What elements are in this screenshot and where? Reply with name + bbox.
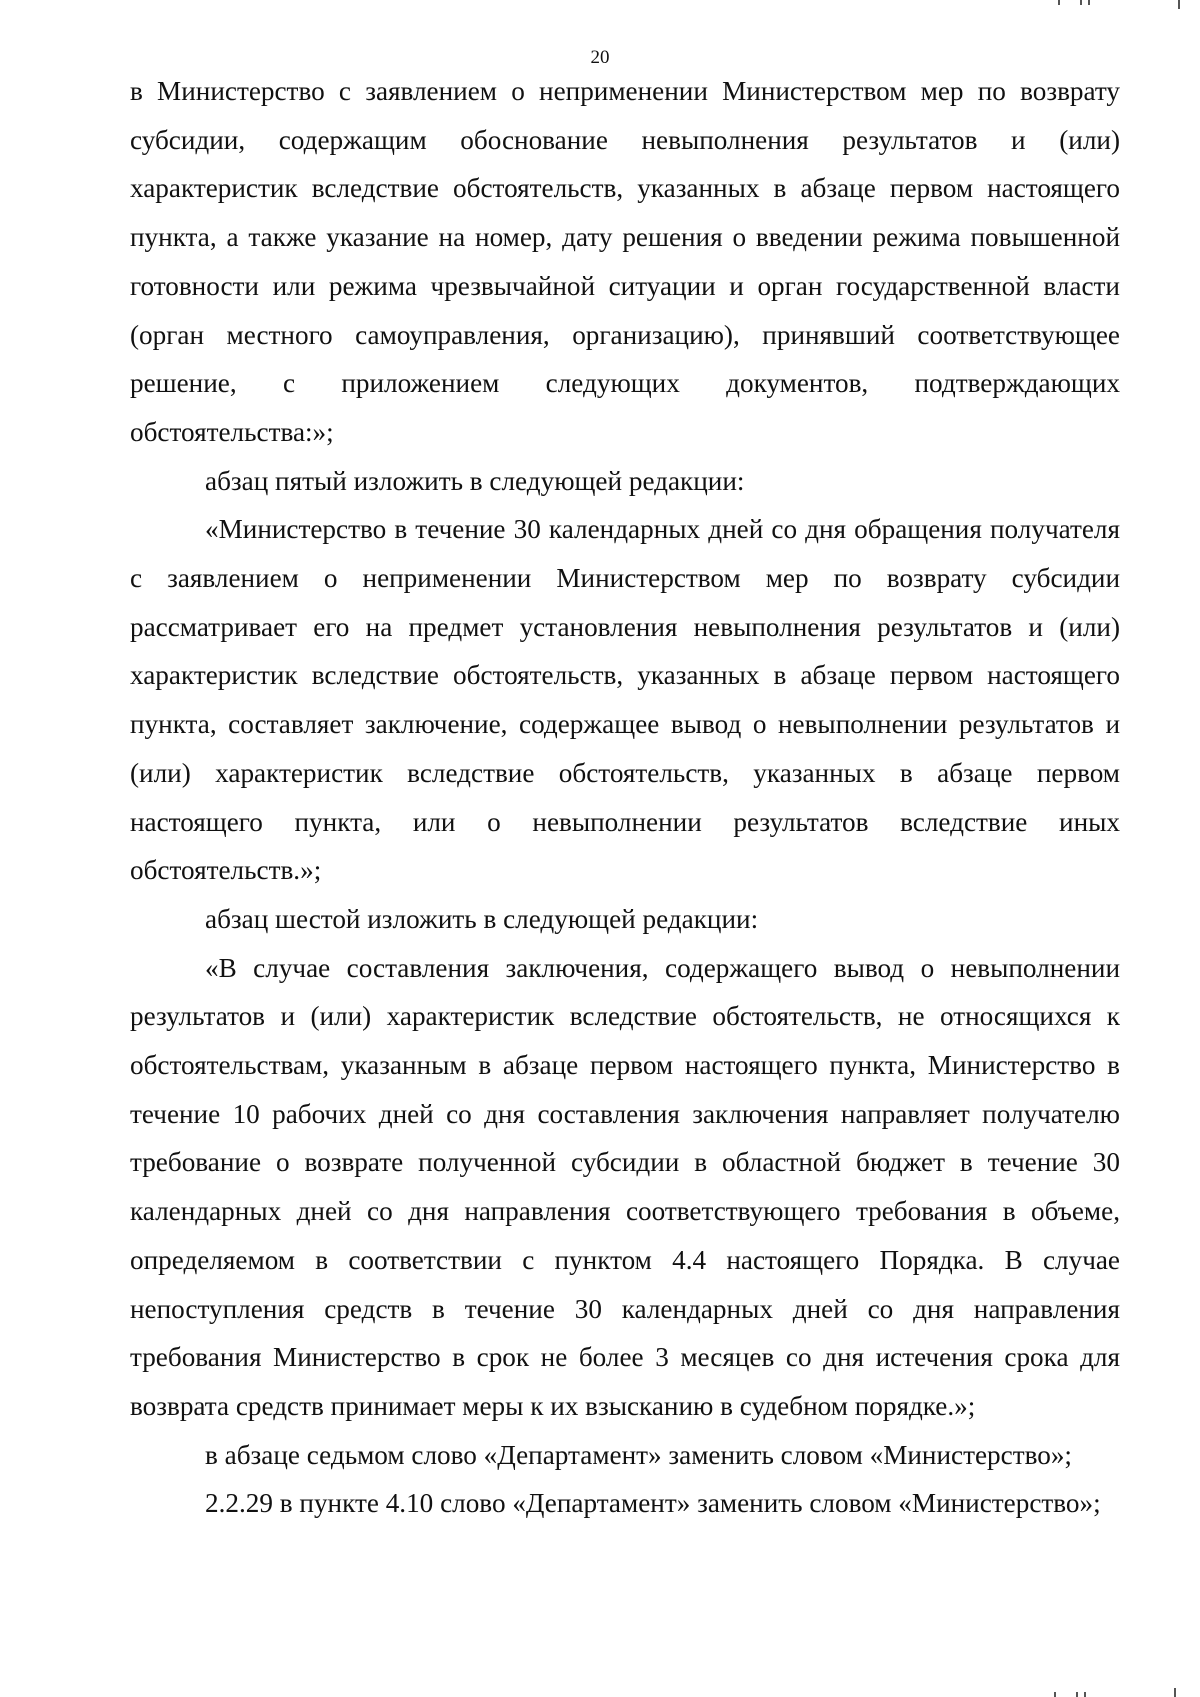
document-body [130, 67, 1120, 1528]
scan-mark [1054, 1692, 1056, 1697]
scan-mark [1058, 0, 1060, 5]
scan-mark [1076, 1692, 1078, 1697]
scan-edge-marks-bottom [1050, 1677, 1200, 1697]
paragraph-6: в абзаце седьмом слово «Департамент» заменить словом «Министерство»; [205, 1439, 1072, 1470]
paragraph-7: 2.2.29 в пункте 4.10 слово «Департамент» заменить словом «Министерство»; [205, 1488, 1101, 1519]
scan-edge-marks-top [1050, 0, 1200, 20]
scan-mark [1088, 0, 1090, 5]
paragraph-2: абзац пятый изложить в следующей редакции: [205, 465, 745, 496]
page-number: 20 [590, 47, 610, 68]
scan-mark [1080, 0, 1082, 5]
paragraph-5: «В случае составления заключения, содержащего вывод о невыполнении результатов и (или) характеристик вследствие обстоятельств, не относящихся к обстоятельствам, указанным в абзаце первом настоящего пункта, Министерство в течение 10 рабочих дней со дня составления заключения направляет получателю требование о возврате полученной субсидии в областной бюджет в течение 30 календарных дней со дня направления соответствующего требования в объеме, определяемом в соответствии с пунктом 4.4 настоящего Порядка. В случае непоступления средств в течение 30 календарных дней со дня направления требования Министерство в срок не более 3 месяцев со дня истечения срока для возврата средств принимает меры к их взысканию в судебном порядке.»; [130, 952, 1120, 1421]
paragraph-1: в Министерство с заявлением о неприменении Министерством мер по возврату субсидии, содержащим обоснование невыполнения результатов и (или) характеристик вследствие обстоятельств, указанных в абзаце первом настоящего пункта, а также указание на номер, дату решения о введении режима повышенной готовности или режима чрезвычайной ситуации и орган государственной власти (орган местного самоуправления, организацию), принявший соответствующее решение, с приложением следующих документов, подтверждающих обстоятельства:»; [130, 76, 1120, 447]
paragraph-3: «Министерство в течение 30 календарных дней со дня обращения получателя с заявлением о неприменении Министерством мер по возврату субсидии рассматривает его на предмет установления невыполнения результатов и (или) характеристик вследствие обстоятельств, указанных в абзаце первом настоящего пункта, составляет заключение, содержащее вывод о невыполнении результатов и (или) характеристик вследствие обстоятельств, указанных в абзаце первом настоящего пункта, или о невыполнении результатов вследствие иных обстоятельств.»; [130, 514, 1120, 886]
paragraph-4: абзац шестой изложить в следующей редакции: [205, 903, 759, 934]
scan-mark [1174, 1688, 1176, 1697]
scan-mark [1178, 0, 1180, 9]
scan-mark [1084, 1692, 1086, 1697]
